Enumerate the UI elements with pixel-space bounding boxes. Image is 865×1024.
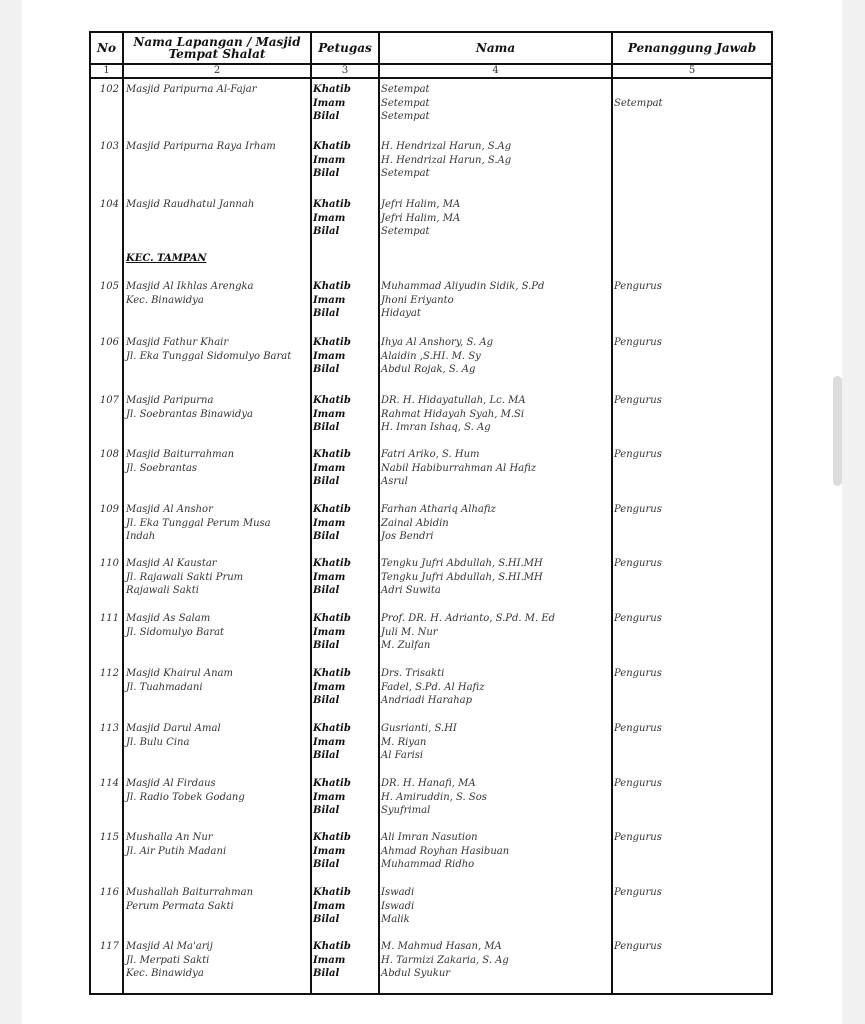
officer-name: Setempat	[381, 168, 430, 180]
petugas-role: Khatib	[313, 668, 351, 679]
petugas-role: Khatib	[313, 199, 351, 210]
petugas-role: Imam	[313, 350, 346, 362]
place-name: Masjid Darul Amal	[126, 723, 221, 734]
officer-name: H. Tarmizi Zakaria, S. Ag	[381, 954, 509, 966]
officer-name: Rahmat Hidayah Syah, M.Si	[381, 408, 525, 420]
officer-name: Jefri Halim, MA	[381, 212, 461, 224]
place-name: Jl. Bulu Cina	[126, 736, 190, 748]
column-divider	[310, 33, 312, 993]
row-number: 104	[99, 199, 119, 210]
place-name: Jl. Air Putih Madani	[126, 845, 227, 857]
officer-name: Gusrianti, S.HI	[381, 723, 457, 734]
place-name: Masjid Paripurna	[126, 395, 214, 406]
header-nama: Nama	[475, 41, 516, 55]
petugas-role: Imam	[313, 681, 346, 693]
row-number: 117	[99, 941, 119, 952]
officer-name: Adri Suwita	[381, 585, 441, 597]
petugas-role: Bilal	[313, 476, 340, 488]
place-name: Masjid Al Firdaus	[126, 778, 216, 789]
petugas-role: Bilal	[313, 859, 340, 871]
officer-name: Setempat	[381, 97, 430, 109]
petugas-role: Khatib	[313, 832, 351, 843]
penanggung-jawab: Pengurus	[614, 941, 662, 952]
petugas-role: Bilal	[313, 168, 340, 180]
penanggung-jawab: Pengurus	[614, 337, 662, 348]
officer-name: Jhoni Eriyanto	[381, 294, 454, 306]
header-no: No	[97, 41, 116, 55]
column-divider	[611, 33, 613, 993]
place-name: Mushalla An Nur	[126, 832, 213, 843]
penanggung-jawab: Setempat	[614, 98, 663, 109]
petugas-role: Khatib	[313, 395, 351, 406]
place-name: Masjid Baiturrahman	[126, 449, 235, 460]
row-number: 106	[99, 337, 119, 348]
officer-name: Asrul	[381, 476, 408, 488]
row-number: 115	[99, 832, 119, 843]
petugas-role: Khatib	[313, 504, 351, 515]
petugas-role: Imam	[313, 408, 346, 420]
officer-name: Tengku Jufri Abdullah, S.HI.MH	[381, 558, 543, 569]
penanggung-jawab: Pengurus	[614, 504, 662, 515]
petugas-role: Khatib	[313, 449, 351, 460]
place-name: Jl. Eka Tunggal Sidomulyo Barat	[126, 350, 292, 362]
place-name: Jl. Merpati Sakti	[126, 954, 210, 966]
petugas-role: Bilal	[313, 226, 340, 238]
place-name: Masjid Al Kaustar	[126, 558, 217, 569]
petugas-role: Imam	[313, 845, 346, 857]
officer-name: Muhammad Ridho	[381, 859, 475, 871]
officer-name: Syufrimal	[381, 805, 431, 817]
scrollbar-track[interactable]	[842, 0, 865, 1024]
petugas-role: Bilal	[313, 695, 340, 707]
place-name: Masjid Khairul Anam	[126, 668, 233, 679]
header-place	[124, 33, 310, 63]
penanggung-jawab: Pengurus	[614, 668, 662, 679]
officer-name: Malik	[381, 914, 410, 926]
petugas-role: Bilal	[313, 531, 340, 543]
petugas-role: Bilal	[313, 364, 340, 376]
row-number: 103	[99, 141, 119, 152]
petugas-role: Khatib	[313, 887, 351, 898]
row-number: 114	[99, 778, 119, 789]
petugas-role: Bilal	[313, 805, 340, 817]
officer-name: Drs. Trisakti	[381, 668, 445, 679]
place-name: Kec. Binawidya	[126, 968, 204, 980]
place-name: Kec. Binawidya	[126, 294, 204, 306]
petugas-role: Bilal	[313, 308, 340, 320]
row-number: 113	[99, 723, 119, 734]
officer-name: Farhan Athariq Alhafiz	[381, 504, 496, 515]
petugas-role: Imam	[313, 900, 346, 912]
penanggung-jawab: Pengurus	[614, 613, 662, 624]
officer-name: Setempat	[381, 226, 430, 238]
place-name: Jl. Tuahmadani	[126, 681, 203, 693]
penanggung-jawab: Pengurus	[614, 887, 662, 898]
petugas-role: Imam	[313, 626, 346, 638]
colnum-3: 3	[341, 65, 349, 76]
officer-name: Fadel, S.Pd. Al Hafiz	[381, 681, 485, 693]
officer-name: Tengku Jufri Abdullah, S.HI.MH	[381, 571, 543, 583]
petugas-role: Bilal	[313, 585, 340, 597]
officer-name: DR. H. Hidayatullah, Lc. MA	[381, 395, 526, 406]
officer-name: Alaidin ,S.HI. M. Sy	[381, 350, 481, 362]
colnum-2: 2	[213, 65, 221, 76]
officer-name: Nabil Habiburrahman Al Hafiz	[381, 462, 537, 474]
place-name: Masjid Paripurna Al-Fajar	[126, 84, 257, 95]
header-place-line1: Nama Lapangan / Masjid	[133, 35, 301, 49]
column-divider	[122, 33, 124, 993]
row-number: 112	[99, 668, 119, 679]
place-name: Rajawali Sakti	[126, 585, 199, 597]
scrollbar-thumb[interactable]	[833, 376, 842, 486]
colnum-4: 4	[492, 65, 499, 76]
petugas-role: Bilal	[313, 968, 340, 980]
petugas-role: Imam	[313, 736, 346, 748]
officer-name: Ali Imran Nasution	[381, 832, 478, 843]
penanggung-jawab: Pengurus	[614, 281, 662, 292]
section-label: KEC. TAMPAN	[126, 253, 207, 264]
petugas-role: Khatib	[313, 141, 351, 152]
petugas-role: Khatib	[313, 613, 351, 624]
place-name: Jl. Rajawali Sakti Prum	[126, 571, 244, 583]
schedule-table	[89, 31, 773, 995]
place-name: Mushallah Baiturrahman	[126, 887, 254, 898]
row-number: 107	[99, 395, 119, 406]
column-divider	[378, 33, 380, 993]
place-name: Masjid As Salam	[126, 613, 211, 624]
petugas-role: Imam	[313, 97, 346, 109]
row-number: 102	[99, 84, 119, 95]
petugas-role: Imam	[313, 571, 346, 583]
petugas-role: Imam	[313, 212, 346, 224]
officer-name: Muhammad Aliyudin Sidik, S.Pd	[381, 281, 545, 292]
officer-name: Prof. DR. H. Adrianto, S.Pd. M. Ed	[381, 613, 556, 624]
petugas-role: Imam	[313, 954, 346, 966]
place-name: Jl. Soebrantas	[126, 462, 198, 474]
place-name: Masjid Al Anshor	[126, 504, 213, 515]
officer-name: Zainal Abidin	[381, 517, 449, 529]
officer-name: Juli M. Nur	[381, 626, 438, 638]
penanggung-jawab: Pengurus	[614, 778, 662, 789]
petugas-role: Khatib	[313, 281, 351, 292]
row-number: 110	[99, 558, 119, 569]
header-petugas: Petugas	[318, 41, 372, 55]
officer-name: Ahmad Royhan Hasibuan	[381, 845, 510, 857]
officer-name: Ihya Al Anshory, S. Ag	[381, 337, 493, 348]
petugas-role: Khatib	[313, 941, 351, 952]
officer-name: M. Mahmud Hasan, MA	[381, 941, 502, 952]
place-name: Jl. Eka Tunggal Perum Musa	[126, 517, 271, 529]
place-name: Masjid Paripurna Raya Irham	[126, 141, 276, 152]
petugas-role: Imam	[313, 517, 346, 529]
row-number: 116	[99, 887, 119, 898]
petugas-role: Khatib	[313, 84, 351, 95]
petugas-role: Khatib	[313, 558, 351, 569]
header-place-line2: Tempat Shalat	[168, 47, 266, 61]
place-name: Masjid Al Ma'arij	[126, 941, 213, 952]
officer-name: DR. H. Hanafi, MA	[381, 778, 476, 789]
penanggung-jawab: Pengurus	[614, 558, 662, 569]
penanggung-jawab: Pengurus	[614, 449, 662, 460]
colnum-5: 5	[688, 65, 696, 76]
officer-name: H. Hendrizal Harun, S.Ag	[381, 141, 512, 152]
officer-name: Setempat	[381, 84, 430, 95]
petugas-role: Khatib	[313, 337, 351, 348]
petugas-role: Imam	[313, 294, 346, 306]
petugas-role: Imam	[313, 154, 346, 166]
header-pj: Penanggung Jawab	[627, 41, 757, 55]
officer-name: H. Hendrizal Harun, S.Ag	[381, 154, 512, 166]
place-name: Jl. Sidomulyo Barat	[126, 626, 225, 638]
place-name: Indah	[126, 531, 156, 543]
penanggung-jawab: Pengurus	[614, 723, 662, 734]
place-name: Jl. Soebrantas Binawidya	[126, 408, 253, 420]
place-name: Masjid Raudhatul Jannah	[126, 199, 255, 210]
officer-name: Fatri Ariko, S. Hum	[381, 449, 480, 460]
row-number: 109	[99, 504, 119, 515]
officer-name: Setempat	[381, 111, 430, 123]
officer-name: Iswadi	[381, 900, 415, 912]
officer-name: Jefri Halim, MA	[381, 199, 461, 210]
officer-name: Abdul Rojak, S. Ag	[381, 364, 476, 376]
officer-name: M. Zulfan	[381, 640, 431, 652]
petugas-role: Khatib	[313, 723, 351, 734]
officer-name: Hidayat	[381, 308, 421, 320]
officer-name: M. Riyan	[381, 736, 427, 748]
petugas-role: Bilal	[313, 111, 340, 123]
petugas-role: Khatib	[313, 778, 351, 789]
row-number: 105	[99, 281, 119, 292]
place-name: Perum Permata Sakti	[126, 900, 234, 912]
colnum-divider	[91, 77, 771, 79]
colnum-1: 1	[103, 65, 110, 76]
officer-name: H. Amiruddin, S. Sos	[381, 791, 487, 803]
petugas-role: Bilal	[313, 914, 340, 926]
petugas-role: Bilal	[313, 640, 340, 652]
penanggung-jawab: Pengurus	[614, 832, 662, 843]
officer-name: H. Imran Ishaq, S. Ag	[381, 422, 491, 434]
penanggung-jawab: Pengurus	[614, 395, 662, 406]
officer-name: Iswadi	[381, 887, 415, 898]
petugas-role: Imam	[313, 462, 346, 474]
row-number: 108	[99, 449, 119, 460]
petugas-role: Imam	[313, 791, 346, 803]
officer-name: Abdul Syukur	[381, 968, 451, 980]
place-name: Masjid Al Ikhlas Arengka	[126, 281, 254, 292]
officer-name: Al Farisi	[381, 750, 424, 762]
place-name: Jl. Radio Tobek Godang	[126, 791, 245, 803]
petugas-role: Bilal	[313, 750, 340, 762]
officer-name: Jos Bendri	[381, 531, 434, 543]
officer-name: Andriadi Harahap	[381, 695, 473, 707]
place-name: Masjid Fathur Khair	[126, 337, 229, 348]
petugas-role: Bilal	[313, 422, 340, 434]
row-number: 111	[99, 613, 119, 624]
